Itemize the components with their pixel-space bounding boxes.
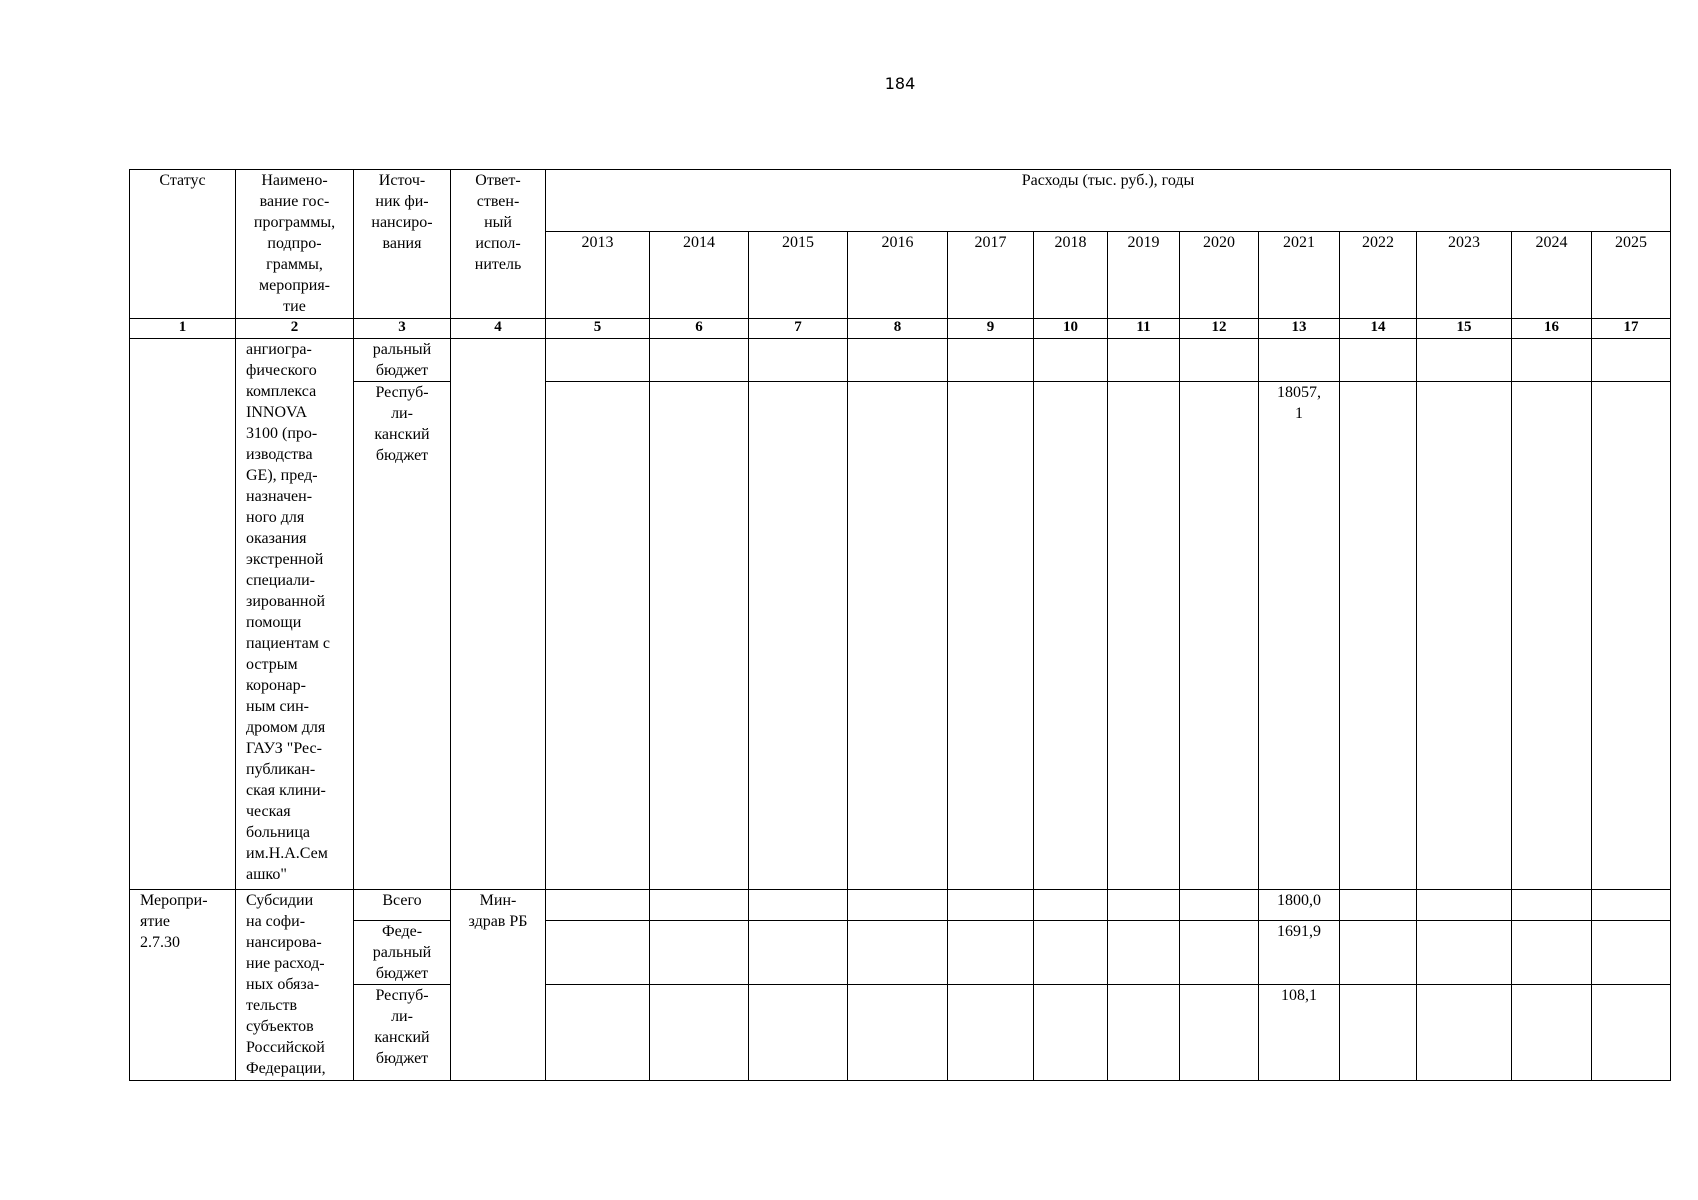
table-cell bbox=[546, 890, 650, 921]
header-expenses: Расходы (тыс. руб.), годы bbox=[546, 170, 1671, 232]
table-cell bbox=[1034, 339, 1108, 382]
block2-status: Меропри- ятие 2.7.30 bbox=[130, 890, 236, 1081]
header-executor: Ответ- ствен- ный испол- нитель bbox=[451, 170, 546, 319]
col-number: 4 bbox=[451, 319, 546, 339]
block2-federal-2021: 1691,9 bbox=[1259, 921, 1340, 985]
table-cell bbox=[650, 985, 749, 1081]
block2-source-republic: Респуб- ли- канский бюджет bbox=[354, 985, 451, 1081]
col-number: 11 bbox=[1108, 319, 1180, 339]
table-cell bbox=[848, 985, 948, 1081]
block1-source-federal: ральный бюджет bbox=[354, 339, 451, 382]
table-cell bbox=[1108, 985, 1180, 1081]
col-number: 6 bbox=[650, 319, 749, 339]
table-cell bbox=[1417, 921, 1512, 985]
table-cell bbox=[848, 921, 948, 985]
table-cell bbox=[1512, 985, 1592, 1081]
table-cell bbox=[948, 339, 1034, 382]
year-2020: 2020 bbox=[1180, 232, 1259, 319]
table-cell bbox=[1180, 985, 1259, 1081]
budget-table bbox=[129, 169, 1671, 1081]
table-cell bbox=[1340, 382, 1417, 890]
table-cell bbox=[546, 339, 650, 382]
col-number: 9 bbox=[948, 319, 1034, 339]
table-cell bbox=[1259, 339, 1340, 382]
year-2014: 2014 bbox=[650, 232, 749, 319]
year-2023: 2023 bbox=[1417, 232, 1512, 319]
block1-value-2021: 18057, 1 bbox=[1259, 382, 1340, 890]
year-2015: 2015 bbox=[749, 232, 848, 319]
col-number: 17 bbox=[1592, 319, 1671, 339]
table-cell bbox=[848, 382, 948, 890]
block2-republic-2021: 108,1 bbox=[1259, 985, 1340, 1081]
table-cell bbox=[749, 339, 848, 382]
table-cell bbox=[1340, 921, 1417, 985]
table-cell bbox=[546, 921, 650, 985]
table-cell bbox=[1034, 382, 1108, 890]
col-number: 2 bbox=[236, 319, 354, 339]
table-cell bbox=[948, 921, 1034, 985]
block2-source-total: Всего bbox=[354, 890, 451, 921]
year-2013: 2013 bbox=[546, 232, 650, 319]
table-cell bbox=[848, 339, 948, 382]
col-number: 8 bbox=[848, 319, 948, 339]
col-number: 14 bbox=[1340, 319, 1417, 339]
table-cell bbox=[1340, 339, 1417, 382]
table-cell bbox=[1180, 890, 1259, 921]
block2-total-2021: 1800,0 bbox=[1259, 890, 1340, 921]
block2-source-federal: Феде- ральный бюджет bbox=[354, 921, 451, 985]
table-cell bbox=[1340, 985, 1417, 1081]
block1-executor bbox=[451, 339, 546, 890]
table-cell bbox=[1592, 890, 1671, 921]
year-2022: 2022 bbox=[1340, 232, 1417, 319]
col-number: 3 bbox=[354, 319, 451, 339]
block2-executor: Мин- здрав РБ bbox=[451, 890, 546, 1081]
table-cell bbox=[948, 985, 1034, 1081]
table-cell bbox=[1417, 382, 1512, 890]
table-cell bbox=[650, 382, 749, 890]
table-cell bbox=[1180, 382, 1259, 890]
year-2025: 2025 bbox=[1592, 232, 1671, 319]
table-cell bbox=[546, 985, 650, 1081]
col-number: 7 bbox=[749, 319, 848, 339]
table-cell bbox=[749, 921, 848, 985]
table-cell bbox=[650, 921, 749, 985]
table-cell bbox=[1034, 921, 1108, 985]
year-2019: 2019 bbox=[1108, 232, 1180, 319]
col-number: 5 bbox=[546, 319, 650, 339]
table-cell bbox=[1417, 339, 1512, 382]
table-cell bbox=[1108, 890, 1180, 921]
header-source: Источ- ник фи- нансиро- вания bbox=[354, 170, 451, 319]
year-2016: 2016 bbox=[848, 232, 948, 319]
year-2024: 2024 bbox=[1512, 232, 1592, 319]
table-cell bbox=[848, 890, 948, 921]
table-cell bbox=[1592, 921, 1671, 985]
table-cell bbox=[1180, 339, 1259, 382]
block1-status bbox=[130, 339, 236, 890]
header-status: Статус bbox=[130, 170, 236, 319]
table-cell bbox=[650, 890, 749, 921]
table-cell bbox=[948, 382, 1034, 890]
table-cell bbox=[1340, 890, 1417, 921]
table-cell bbox=[1592, 985, 1671, 1081]
block2-name: Субсидии на софи- нансирова- ние расход- ных обяза- тельств субъектов Российской Федерации, bbox=[236, 890, 354, 1081]
table-cell bbox=[1034, 890, 1108, 921]
col-number: 1 bbox=[130, 319, 236, 339]
block1-name: ангиогра- фического комплекса INNOVA 3100 (про- изводства GE), пред- назначен- ного для оказания экстренной специали- зированной помощи пациентам с острым коронар- ным син- дромом для ГАУЗ "Рес- публикан- ская клини- ческая больница им.Н.А.Сем ашко" bbox=[236, 339, 354, 890]
table-cell bbox=[749, 890, 848, 921]
table-cell bbox=[948, 890, 1034, 921]
table-cell bbox=[1592, 382, 1671, 890]
page-number: 184 bbox=[884, 74, 916, 93]
year-2021: 2021 bbox=[1259, 232, 1340, 319]
table-cell bbox=[1592, 339, 1671, 382]
col-number: 16 bbox=[1512, 319, 1592, 339]
table-cell bbox=[1108, 921, 1180, 985]
table-cell bbox=[1512, 890, 1592, 921]
table-cell bbox=[1417, 985, 1512, 1081]
table-cell bbox=[1180, 921, 1259, 985]
block1-source-republic: Респуб- ли- канский бюджет bbox=[354, 382, 451, 890]
table-cell bbox=[1108, 382, 1180, 890]
table-cell bbox=[1512, 382, 1592, 890]
col-number: 15 bbox=[1417, 319, 1512, 339]
table-cell bbox=[1417, 890, 1512, 921]
table-cell bbox=[1512, 339, 1592, 382]
table-cell bbox=[749, 985, 848, 1081]
year-2017: 2017 bbox=[948, 232, 1034, 319]
table-cell bbox=[650, 339, 749, 382]
header-name: Наимено- вание гос- программы, подпро- граммы, мероприя- тие bbox=[236, 170, 354, 319]
year-2018: 2018 bbox=[1034, 232, 1108, 319]
table-cell bbox=[749, 382, 848, 890]
col-number: 13 bbox=[1259, 319, 1340, 339]
table-cell bbox=[546, 382, 650, 890]
col-number: 10 bbox=[1034, 319, 1108, 339]
table-cell bbox=[1034, 985, 1108, 1081]
table-cell bbox=[1108, 339, 1180, 382]
table-cell bbox=[1512, 921, 1592, 985]
col-number: 12 bbox=[1180, 319, 1259, 339]
